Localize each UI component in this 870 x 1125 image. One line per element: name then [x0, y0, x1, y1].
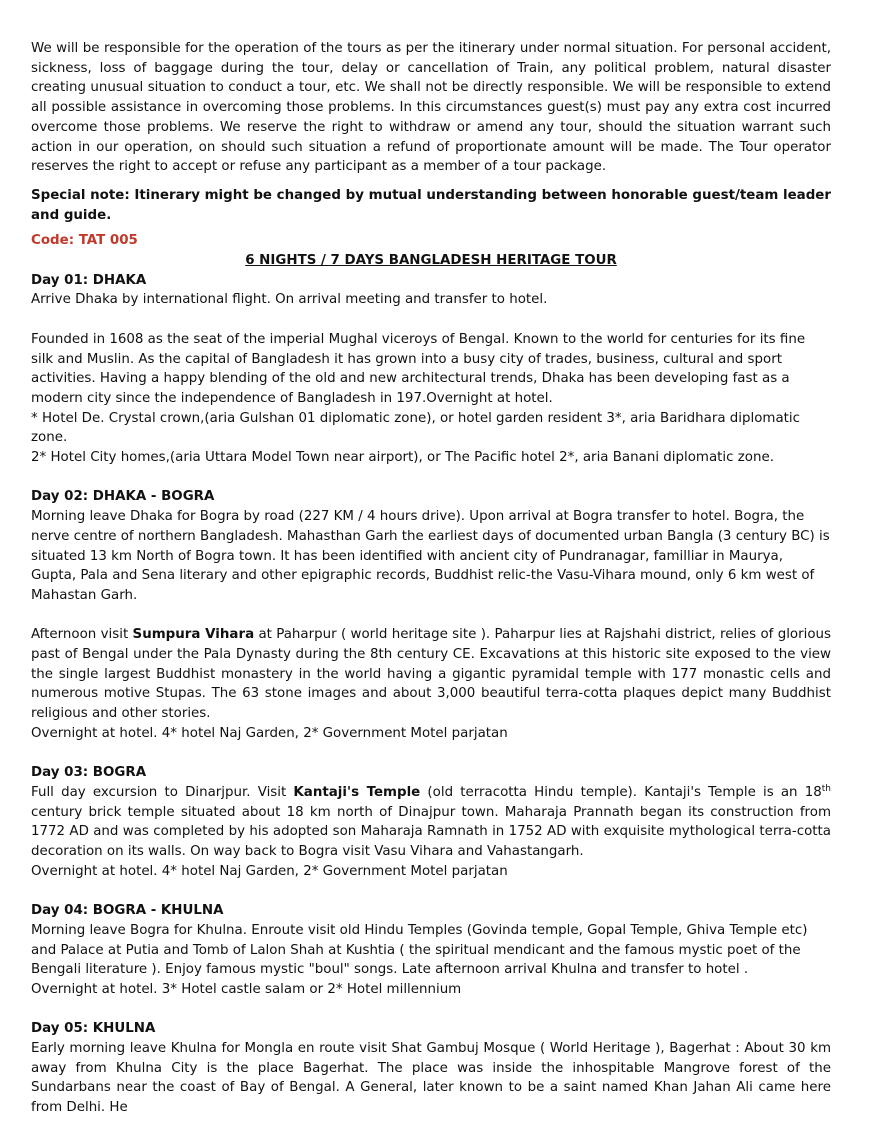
- site-name: Kantaji's Temple: [293, 784, 421, 800]
- day-place: DHAKA - BOGRA: [92, 489, 215, 505]
- day-02-afternoon: [31, 625, 831, 724]
- tour-title: 6 NIGHTS / 7 DAYS BANGLADESH HERITAGE TOUR: [245, 253, 617, 269]
- day-05-heading: [31, 1019, 831, 1039]
- afternoon-intro: Afternoon visit: [31, 627, 133, 643]
- day-label: Day 02: [31, 489, 83, 505]
- temple-details: century brick temple situated about 18 km north of Dinajpur town. Maharaja Prannath began its construction from 1772 AD and was completed by his adopted son Maharaja Ramnath in 1752 AD with exquisite mythological terra-cotta decoration on its walls. On way back to Bogra visit Vasu Vihara and Vahastangarh.: [31, 804, 831, 860]
- day-01-description: Founded in 1608 as the seat of the imperial Mughal viceroys of Bengal. Known to the world for centuries for its fine silk and Muslin. As the capital of Bangladesh it has grown into a busy city of trades, business, cultural and sport activities. Having a happy blending of the old and new architectural trends, Dhaka has been developing fast as a modern city since the independence of Bangladesh in 197.Overnight at hotel.: [31, 331, 806, 406]
- special-note: Special note: Itinerary might be changed by mutual understanding between honorable guest/team leader and guide.: [31, 187, 831, 223]
- day-01-heading: [31, 271, 831, 291]
- day-02-overnight: Overnight at hotel. 4* hotel Naj Garden, 2* Government Motel parjatan: [31, 725, 508, 741]
- intro-paragraph: We will be responsible for the operation of the tours as per the itinerary under normal situation. For personal accident, sickness, loss of baggage during the tour, delay or cancellation of Train, any political problem, natural disaster creating unusual situation to conduct a tour, etc. We shall not be directly responsible. We will be responsible to extend all possible assistance in overcoming those problems. In this circumstances guest(s) must pay any extra cost incurred overcome those problems. We reserve the right to withdraw or amend any tour, should the situation warrant such action in our operation, on should such situation a refund of proportionate amount will be made. The Tour operator reserves the right to accept or refuse any participant as a member of a tour package.: [31, 41, 831, 175]
- day-04-heading: [31, 901, 831, 921]
- day-01-hotel-option-1: * Hotel De. Crystal crown,(aria Gulshan 01 diplomatic zone), or hotel garden resident 3*, aria Baridhara diplomatic zone.: [31, 410, 801, 446]
- site-name: Sumpura Vihara: [132, 627, 255, 643]
- day-03-description: [31, 783, 831, 862]
- day-place: DHAKA: [92, 272, 147, 288]
- day-label: Day 01: [31, 272, 83, 288]
- day-03-heading: [31, 763, 831, 783]
- day-04-overnight: Overnight at hotel. 3* Hotel castle salam or 2* Hotel millennium: [31, 981, 462, 997]
- day-05-description: Early morning leave Khulna for Mongla en route visit Shat Gambuj Mosque ( World Heritage ), Bagerhat : About 30 km away from Khulna City is the place Bagerhat. The place was inside the inhospitable Mangrove forest of the Sundarbans near the coast of Bay of Bengal. A General, later known to be a saint named Khan Jahan Ali came here from Delhi. He: [31, 1041, 831, 1116]
- day-separator: :: [82, 272, 93, 288]
- tour-code: Code: TAT 005: [31, 233, 138, 249]
- day-01-hotel-option-2: 2* Hotel City homes,(aria Uttara Model Town near airport), or The Pacific hotel 2*, aria Banani diplomatic zone.: [31, 450, 774, 466]
- day-02-description: Morning leave Dhaka for Bogra by road (227 KM / 4 hours drive). Upon arrival at Bogra transfer to hotel. Bogra, the nerve centre of northern Bangladesh. Mahasthan Garh the earliest days of documented urban Bangla (3 century BC) is situated 13 km North of Bogra town. It has been identified with ancient city of Pundranagar, familliar in Maurya, Gupta, Pala and Sena literary and other epigraphic records, Buddhist relic-the Vasu-Vihara mound, only 6 km west of Mahastan Garh.: [31, 509, 830, 603]
- day-01-arrival: Arrive Dhaka by international flight. On arrival meeting and transfer to hotel.: [31, 292, 548, 308]
- day-03-overnight: Overnight at hotel. 4* hotel Naj Garden, 2* Government Motel parjatan: [31, 863, 508, 879]
- day-separator: :: [82, 1021, 93, 1037]
- day-separator: :: [82, 765, 93, 781]
- day-separator: :: [82, 903, 93, 919]
- excursion-intro: Full day excursion to Dinarjpur. Visit: [31, 784, 294, 800]
- temple-intro: (old terracotta Hindu temple). Kantaji's Temple is an 18: [420, 784, 822, 800]
- day-label: Day 03: [31, 765, 83, 781]
- day-separator: :: [82, 489, 93, 505]
- day-place: BOGRA - KHULNA: [92, 903, 224, 919]
- afternoon-details: at Paharpur ( world heritage site ). Paharpur lies at Rajshahi district, relies of glorious past of Bengal under the Pala Dynasty during the 8th century CE. Excavations at this historic site exposed to the view the single largest Buddhist monastery in the world having a gigantic pyramidal temple with 177 monastic cells and numerous motive Stupas. The 63 stone images and about 3,000 beautiful terra-cotta plaques depict many Buddhist religious and other stories.: [31, 627, 831, 722]
- day-place: KHULNA: [92, 1021, 156, 1037]
- day-04-description: Morning leave Bogra for Khulna. Enroute visit old Hindu Temples (Govinda temple, Gopal Temple, Ghiva Temple etc) and Palace at Putia and Tomb of Lalon Shah at Kushtia ( the spiritual mendicant and the famous mystic poet of the Bengali literature ). Enjoy famous mystic "boul" songs. Late afternoon arrival Khulna and transfer to hotel .: [31, 922, 808, 978]
- day-place: BOGRA: [92, 765, 147, 781]
- day-02-heading: [31, 487, 831, 507]
- document-page: [31, 39, 831, 1118]
- ordinal-suffix: th: [821, 783, 831, 794]
- day-label: Day 05: [31, 1021, 83, 1037]
- day-label: Day 04: [31, 903, 83, 919]
